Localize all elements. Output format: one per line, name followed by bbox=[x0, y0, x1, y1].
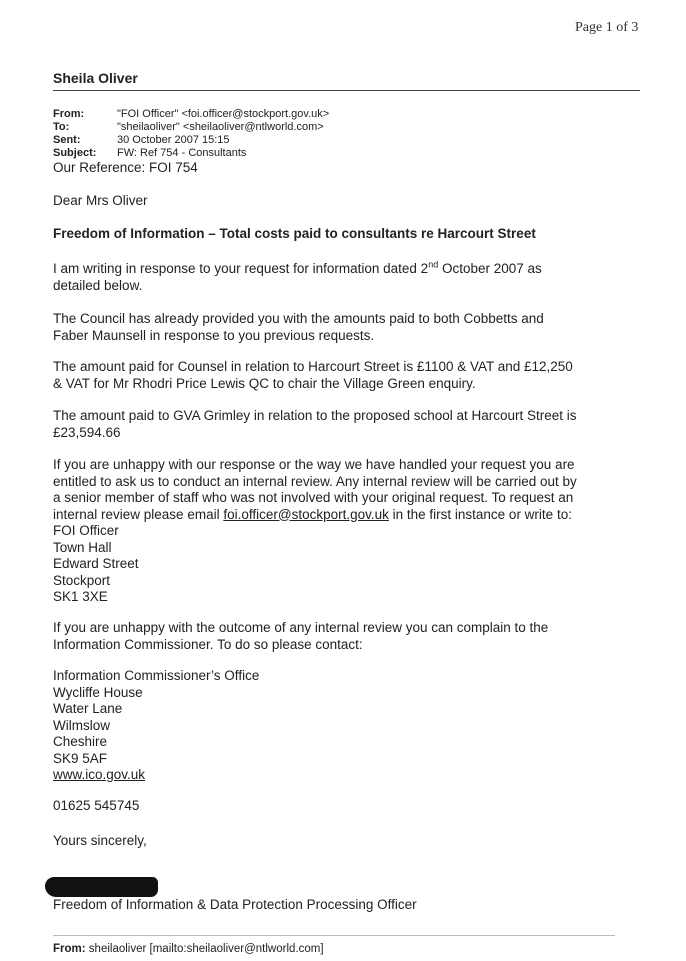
ico-address bbox=[53, 668, 259, 784]
header-sent-row bbox=[53, 134, 230, 147]
header-subject-label: Subject: bbox=[53, 147, 97, 159]
sender-name: Sheila Oliver bbox=[53, 70, 138, 86]
address-line: Wycliffe House bbox=[53, 684, 143, 700]
p3-line2: & VAT for Mr Rhodri Price Lewis QC to chair the Village Green enquiry. bbox=[53, 375, 476, 391]
paragraph-request bbox=[53, 261, 542, 294]
p4-line2: £23,594.66 bbox=[53, 424, 121, 440]
address-line: SK9 5AF bbox=[53, 750, 108, 766]
header-subject-value: FW: Ref 754 - Consultants bbox=[117, 147, 247, 159]
our-reference: Our Reference: FOI 754 bbox=[53, 160, 198, 175]
p6-line2: Information Commissioner. To do so please contact: bbox=[53, 636, 363, 652]
p1-superscript: nd bbox=[428, 259, 439, 270]
footer-from-row bbox=[53, 943, 324, 955]
address-line: Information Commissioner’s Office bbox=[53, 668, 260, 683]
address-line: Edward Street bbox=[53, 556, 139, 571]
header-sent-label: Sent: bbox=[53, 134, 81, 146]
paragraph-gva bbox=[53, 408, 577, 441]
p5-line2: entitled to ask us to conduct an internal review. Any internal review will be carried out by bbox=[53, 473, 577, 489]
address-line: Water Lane bbox=[53, 701, 123, 716]
p5-line4-before: internal review please email bbox=[53, 506, 224, 522]
paragraph-cobbetts bbox=[53, 311, 544, 344]
page-indicator: Page 1 of 3 bbox=[575, 20, 639, 35]
header-from-value: "FOI Officer" <foi.officer@stockport.gov.uk> bbox=[117, 108, 330, 120]
signature-title: Freedom of Information & Data Protection Processing Officer bbox=[53, 897, 417, 912]
header-from-row bbox=[53, 108, 329, 121]
p6-line1: If you are unhappy with the outcome of any internal review you can complain to the bbox=[53, 620, 549, 635]
paragraph-commissioner bbox=[53, 620, 548, 653]
header-to-value: "sheilaoliver" <sheilaoliver@ntlworld.com> bbox=[117, 121, 324, 133]
address-line: Wilmslow bbox=[53, 717, 110, 733]
closing: Yours sincerely, bbox=[53, 833, 147, 848]
address-line: Cheshire bbox=[53, 734, 108, 749]
header-to-label: To: bbox=[53, 121, 70, 133]
letter-heading: Freedom of Information – Total costs paid to consultants re Harcourt Street bbox=[53, 226, 536, 241]
redacted-signature bbox=[45, 877, 158, 897]
header-to-row bbox=[53, 121, 324, 134]
p2-line1: The Council has already provided you with the amounts paid to both Cobbetts and bbox=[53, 311, 544, 326]
paragraph-counsel bbox=[53, 359, 573, 392]
address-line: FOI Officer bbox=[53, 523, 119, 538]
paragraph-review bbox=[53, 457, 577, 606]
header-subject-row bbox=[53, 147, 246, 160]
p5-line4-after: in the first instance or write to: bbox=[388, 506, 572, 522]
p3-line1: The amount paid for Counsel in relation to Harcourt Street is £1100 & VAT and £12,250 bbox=[53, 359, 573, 374]
address-line: Stockport bbox=[53, 572, 111, 588]
foi-email-link[interactable]: foi.officer@stockport.gov.uk bbox=[223, 506, 389, 522]
phone-number: 01625 545745 bbox=[53, 798, 140, 813]
salutation: Dear Mrs Oliver bbox=[53, 193, 148, 208]
header-from-label: From: bbox=[53, 108, 85, 120]
header-divider bbox=[53, 90, 640, 91]
footer-from-label: From: bbox=[53, 943, 86, 955]
footer-divider bbox=[53, 935, 615, 936]
p5-line3: a senior member of staff who was not involved with your original request. To request an bbox=[53, 490, 574, 505]
p2-line2: Faber Maunsell in response to you previous requests. bbox=[53, 327, 375, 343]
p1-text-after: October 2007 as bbox=[438, 261, 542, 276]
p5-line1: If you are unhappy with our response or the way we have handled your request you are bbox=[53, 457, 575, 472]
p1-line2: detailed below. bbox=[53, 277, 143, 293]
p4-line1: The amount paid to GVA Grimley in relation to the proposed school at Harcourt Street is bbox=[53, 408, 577, 423]
ico-website-link[interactable]: www.ico.gov.uk bbox=[53, 767, 146, 782]
footer-from-value: sheilaoliver [mailto:sheilaoliver@ntlworld.com] bbox=[88, 943, 324, 955]
p1-text-before: I am writing in response to your request for information dated 2 bbox=[53, 261, 429, 276]
address-line: Town Hall bbox=[53, 539, 112, 555]
header-sent-value: 30 October 2007 15:15 bbox=[117, 134, 230, 146]
address-line: SK1 3XE bbox=[53, 589, 108, 604]
